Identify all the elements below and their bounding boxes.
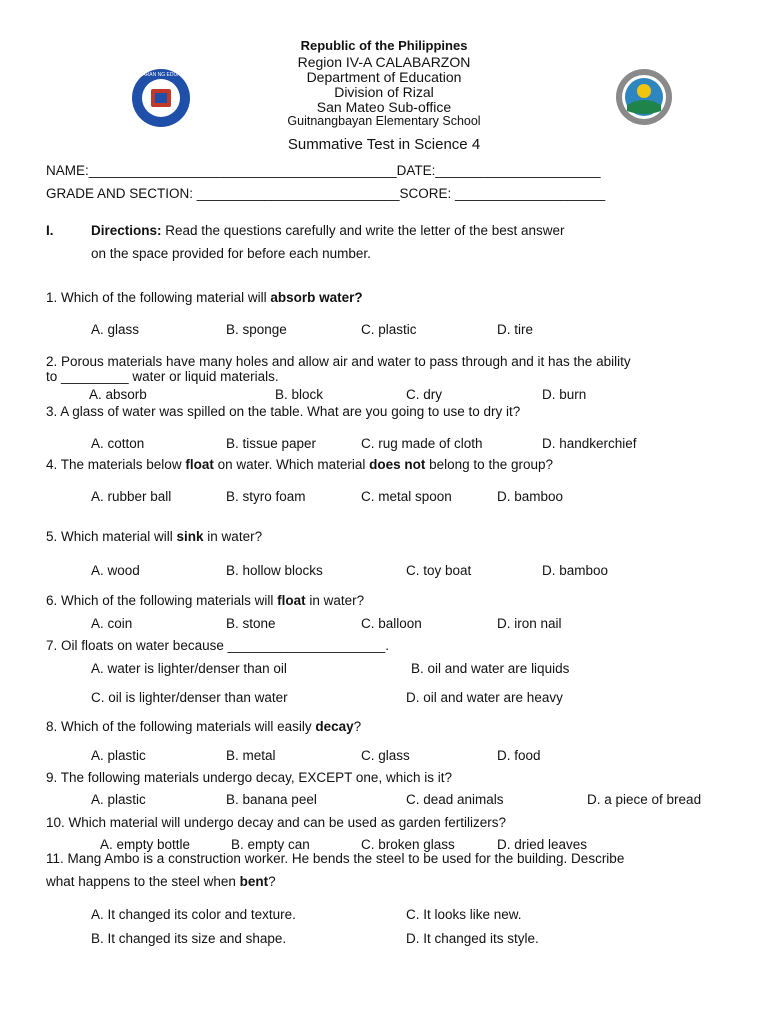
- section-number: I.: [46, 223, 54, 238]
- q4-choice-a[interactable]: A. rubber ball: [91, 489, 172, 504]
- q1-choice-c[interactable]: C. plastic: [361, 322, 417, 337]
- question-6: [46, 593, 364, 608]
- directions-label: Directions:: [91, 223, 162, 238]
- q5-choice-d[interactable]: D. bamboo: [542, 563, 609, 578]
- q7-choice-b[interactable]: B. oil and water are liquids: [411, 661, 570, 676]
- q1-choice-a[interactable]: A. glass: [91, 322, 140, 337]
- question-9: 9. The following materials undergo decay, EXCEPT one, which is it?: [46, 770, 452, 785]
- q11-choice-c[interactable]: C. It looks like new.: [406, 907, 522, 922]
- q10-choice-a[interactable]: A. empty bottle: [100, 837, 191, 852]
- q5-choice-b[interactable]: B. hollow blocks: [226, 563, 323, 578]
- q1-choice-b[interactable]: B. sponge: [226, 322, 287, 337]
- test-title: Summative Test in Science 4: [287, 136, 481, 153]
- q2-choice-d[interactable]: D. burn: [542, 387, 587, 402]
- q6-text: 6. Which of the following materials will: [46, 593, 278, 608]
- q2-choice-a[interactable]: A. absorb: [89, 387, 147, 402]
- directions-line2: on the space provided for before each number.: [91, 246, 371, 261]
- q9-choice-a[interactable]: A. plastic: [91, 792, 146, 807]
- q4-choice-d[interactable]: D. bamboo: [497, 489, 564, 504]
- header-region: Region IV-A CALABARZON: [297, 54, 471, 70]
- q6-text-end: in water?: [305, 593, 365, 608]
- q10-choice-b[interactable]: B. empty can: [231, 837, 310, 852]
- question-10: 10. Which material will undergo decay and can be used as garden fertilizers?: [46, 815, 507, 830]
- q4-choice-b[interactable]: B. styro foam: [226, 489, 306, 504]
- q8-choice-d[interactable]: D. food: [497, 748, 541, 763]
- question-2-line1: 2. Porous materials have many holes and allow air and water to pass through and it has the ability: [46, 354, 631, 369]
- header-republic: Republic of the Philippines: [300, 38, 468, 53]
- q9-choice-d[interactable]: D. a piece of bread: [587, 792, 702, 807]
- q7-choice-c[interactable]: C. oil is lighter/denser than water: [91, 690, 288, 705]
- q3-choice-b[interactable]: B. tissue paper: [226, 436, 317, 451]
- q11-bold: bent: [239, 874, 269, 889]
- q8-text: 8. Which of the following materials will easily: [46, 719, 316, 734]
- q6-choice-a[interactable]: A. coin: [91, 616, 133, 631]
- q1-choice-d[interactable]: D. tire: [497, 322, 534, 337]
- question-2-line2: to _________ water or liquid materials.: [46, 369, 279, 384]
- grade-score-field[interactable]: GRADE AND SECTION: ___________________________SCORE: ____________________: [46, 186, 606, 201]
- q4-text: 4. The materials below: [46, 457, 186, 472]
- q11-text-end: ?: [268, 874, 276, 889]
- q8-choice-c[interactable]: C. glass: [361, 748, 410, 763]
- q8-choice-b[interactable]: B. metal: [226, 748, 276, 763]
- q11-text: what happens to the steel when: [46, 874, 240, 889]
- seal-lettering: KAGAWARAN NG EDUKASYON: [124, 72, 198, 78]
- q11-choice-b[interactable]: B. It changed its size and shape.: [91, 931, 287, 946]
- q5-text: 5. Which material will: [46, 529, 177, 544]
- q1-text: 1. Which of the following material will: [46, 290, 271, 305]
- q3-choice-c[interactable]: C. rug made of cloth: [361, 436, 483, 451]
- q4-bold-float: float: [185, 457, 214, 472]
- header-division: Division of Rizal: [334, 84, 434, 100]
- q6-bold: float: [277, 593, 306, 608]
- name-date-field[interactable]: NAME:_________________________________________DATE:______________________: [46, 163, 601, 178]
- q8-bold: decay: [315, 719, 354, 734]
- q4-text-mid: on water. Which material: [213, 457, 370, 472]
- q2-choice-c[interactable]: C. dry: [406, 387, 443, 402]
- q7-choice-d[interactable]: D. oil and water are heavy: [406, 690, 563, 705]
- q4-choice-c[interactable]: C. metal spoon: [361, 489, 452, 504]
- q4-text-end: belong to the group?: [425, 457, 553, 472]
- q9-choice-b[interactable]: B. banana peel: [226, 792, 317, 807]
- question-8: [46, 719, 361, 734]
- directions-line1: [91, 223, 565, 238]
- q3-choice-a[interactable]: A. cotton: [91, 436, 145, 451]
- directions-text: Read the questions carefully and write the letter of the best answer: [161, 223, 565, 238]
- question-3: 3. A glass of water was spilled on the table. What are you going to use to dry it?: [46, 404, 521, 419]
- question-1: [46, 290, 363, 305]
- q11-choice-d[interactable]: D. It changed its style.: [406, 931, 539, 946]
- q4-bold-does-not: does not: [369, 457, 426, 472]
- header-department: Department of Education: [306, 69, 462, 85]
- q5-choice-c[interactable]: C. toy boat: [406, 563, 472, 578]
- question-4: [46, 457, 553, 472]
- q10-choice-c[interactable]: C. broken glass: [361, 837, 455, 852]
- header-suboffice: San Mateo Sub-office: [316, 99, 452, 115]
- q5-choice-a[interactable]: A. wood: [91, 563, 140, 578]
- q6-choice-b[interactable]: B. stone: [226, 616, 276, 631]
- q6-choice-d[interactable]: D. iron nail: [497, 616, 562, 631]
- q8-choice-a[interactable]: A. plastic: [91, 748, 146, 763]
- q7-choice-a[interactable]: A. water is lighter/denser than oil: [91, 661, 287, 676]
- q5-bold: sink: [176, 529, 204, 544]
- q1-bold: absorb water?: [270, 290, 363, 305]
- q5-text-end: in water?: [203, 529, 263, 544]
- question-5: [46, 529, 262, 544]
- header-school: Guitnangbayan Elementary School: [287, 114, 481, 128]
- q9-choice-c[interactable]: C. dead animals: [406, 792, 504, 807]
- q8-text-end: ?: [353, 719, 362, 734]
- question-11-line2: [46, 874, 276, 889]
- q6-choice-c[interactable]: C. balloon: [361, 616, 422, 631]
- question-11-line1: 11. Mang Ambo is a construction worker. He bends the steel to be used for the building. Describe: [46, 851, 625, 866]
- q2-choice-b[interactable]: B. block: [275, 387, 324, 402]
- question-7: 7. Oil floats on water because _____________________.: [46, 638, 390, 653]
- q3-choice-d[interactable]: D. handkerchief: [542, 436, 637, 451]
- q10-choice-d[interactable]: D. dried leaves: [497, 837, 588, 852]
- q11-choice-a[interactable]: A. It changed its color and texture.: [91, 907, 296, 922]
